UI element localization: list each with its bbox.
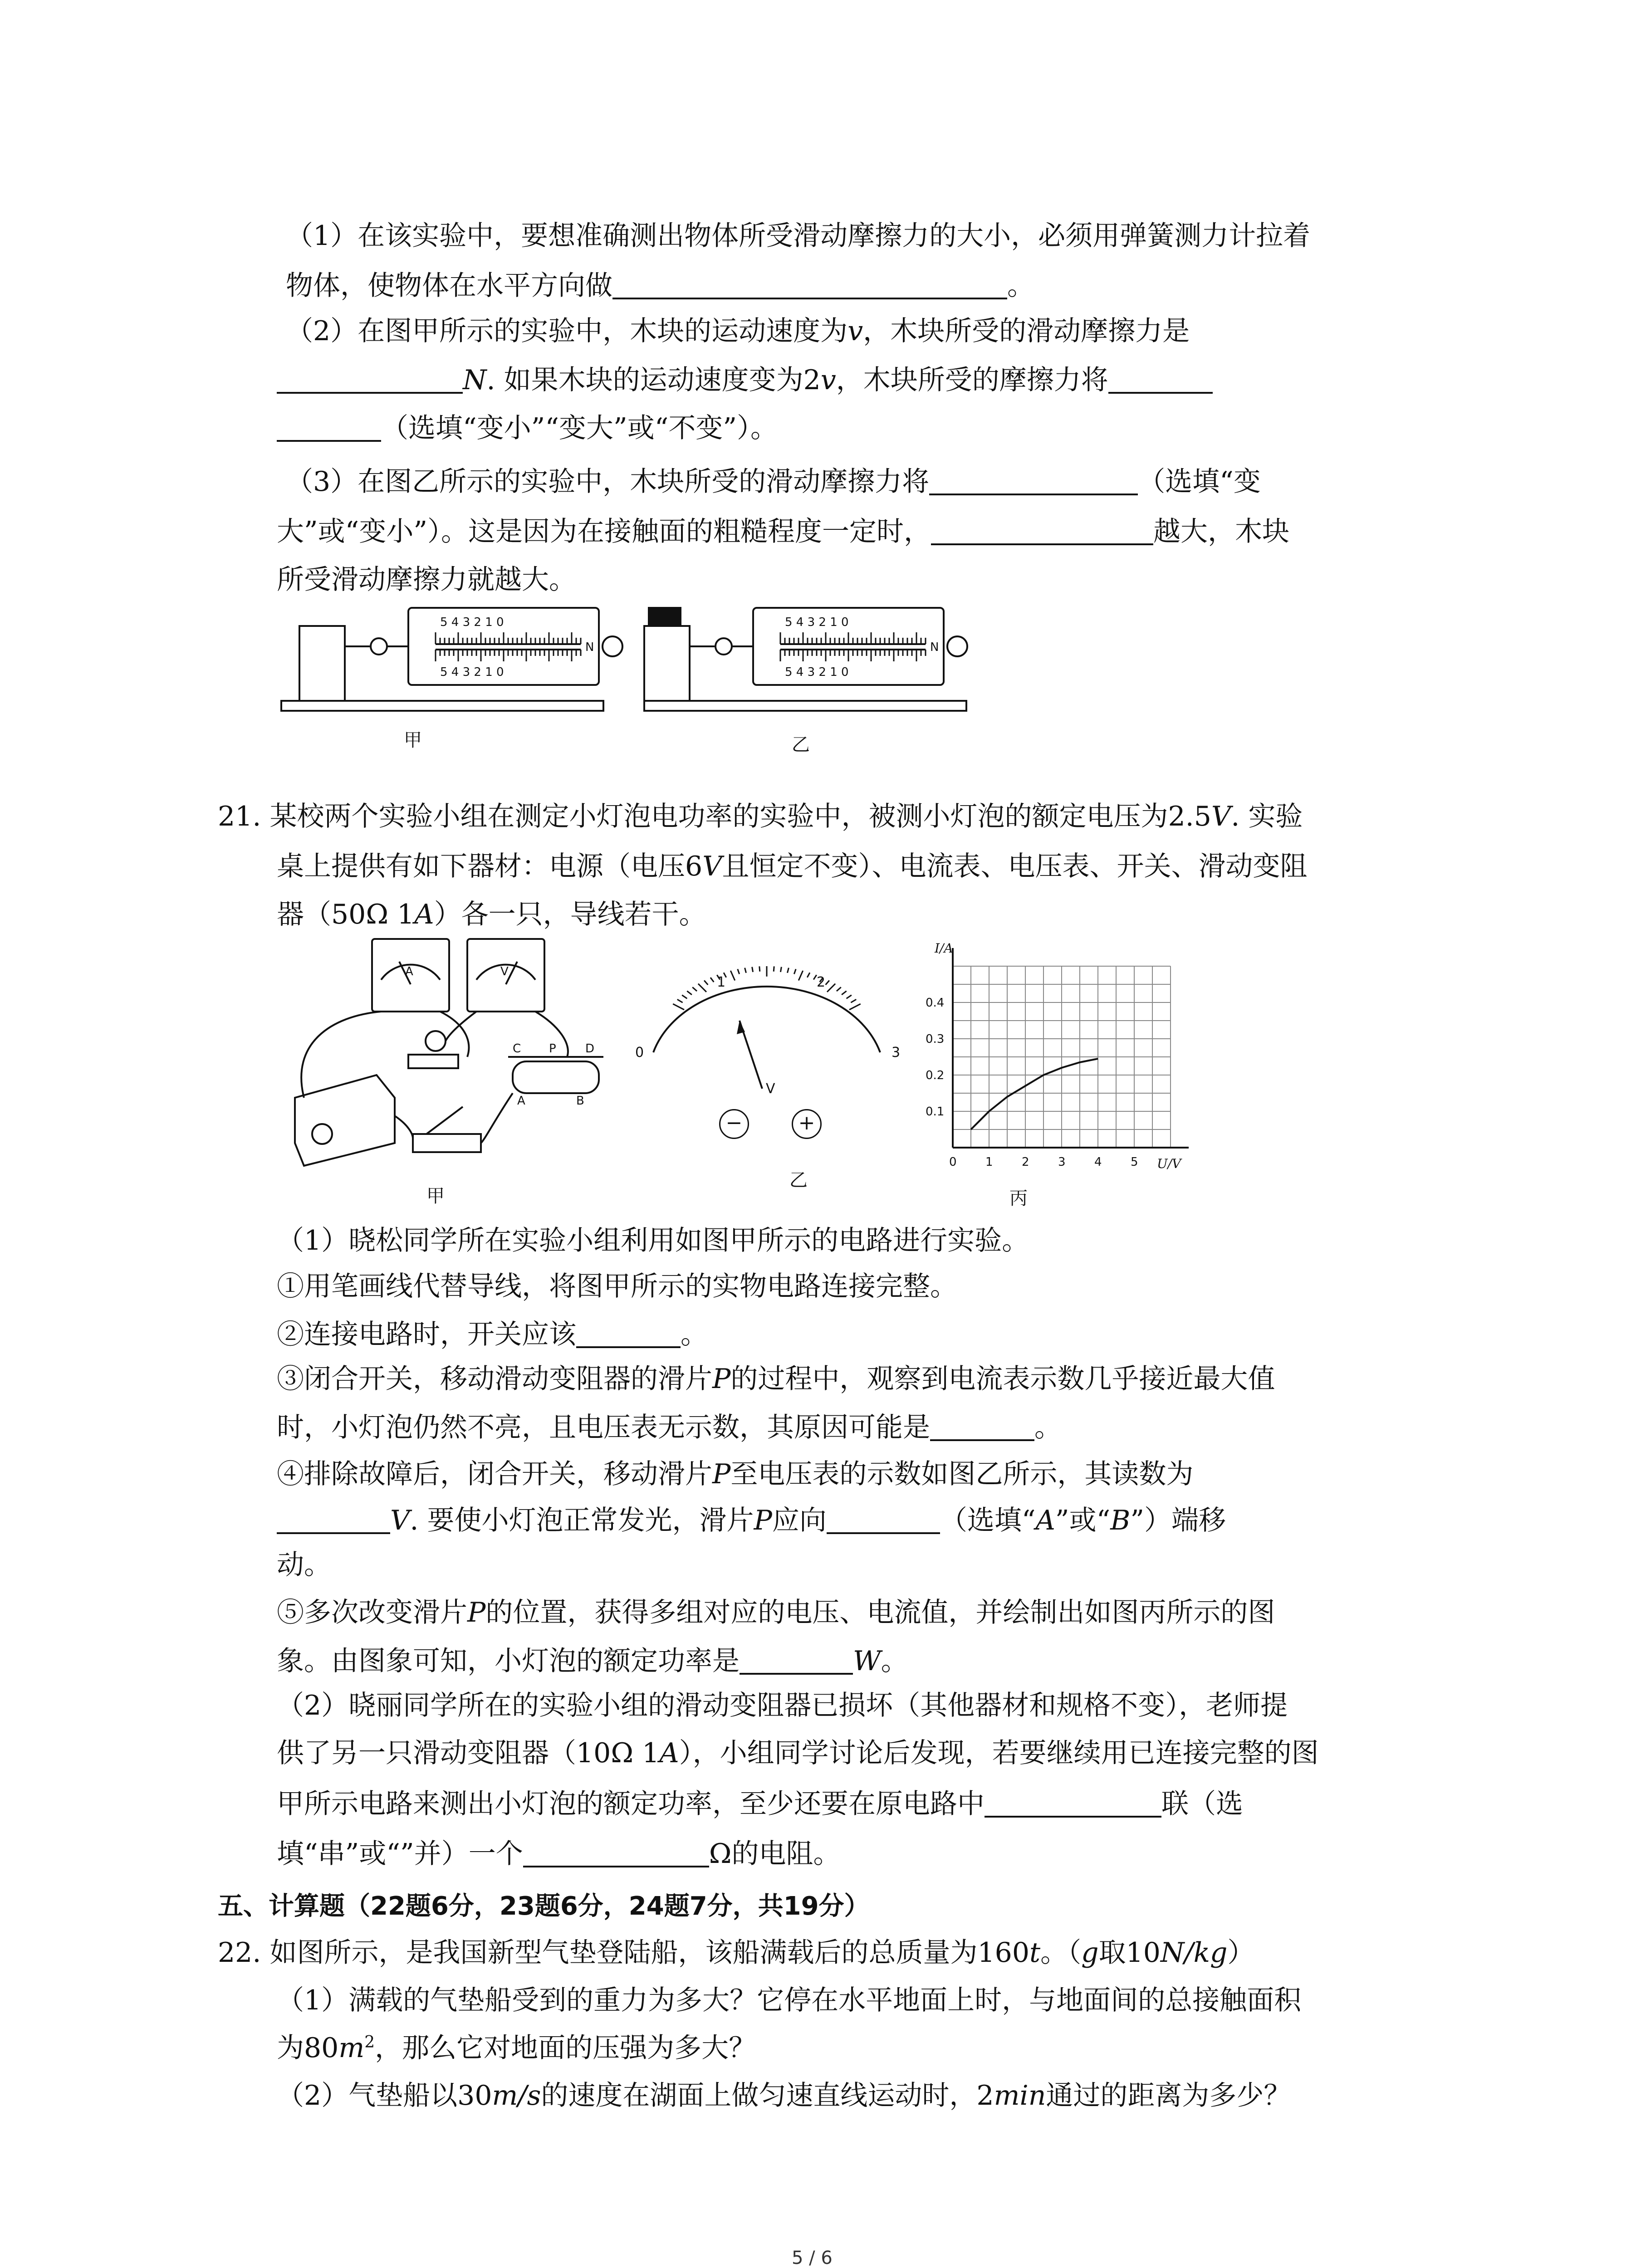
answer-blank[interactable] xyxy=(576,1320,681,1348)
rheostat xyxy=(513,1061,599,1093)
svg-text:5 4 3 2 1 0: 5 4 3 2 1 0 xyxy=(440,665,504,679)
dial-tick-3: 3 xyxy=(892,1045,901,1061)
x-tick-label: 4 xyxy=(1094,1155,1102,1169)
q21-s1-4c: 动。 xyxy=(277,1549,331,1581)
terminal-b-label: B xyxy=(576,1094,584,1108)
answer-blank[interactable] xyxy=(930,1413,1034,1441)
figure-label-jia: 甲 xyxy=(404,730,422,751)
q20-part3-line3: 所受滑动摩擦力就越大。 xyxy=(277,564,576,596)
svg-text:5 4 3 2 1 0: 5 4 3 2 1 0 xyxy=(440,616,504,629)
x-tick-label: 5 xyxy=(1131,1155,1138,1169)
answer-blank[interactable] xyxy=(277,414,381,442)
q21-s1-4a: ④排除故障后，闭合开关，移动滑片P至电压表的示数如图乙所示，其读数为 xyxy=(277,1458,1194,1490)
answer-blank[interactable] xyxy=(1108,366,1213,394)
y-tick-label: 0.2 xyxy=(926,1069,945,1082)
figure-label-bing: 丙 xyxy=(1009,1188,1028,1209)
svg-text:5 4 3 2 1 0: 5 4 3 2 1 0 xyxy=(785,616,849,629)
power-source xyxy=(295,1075,395,1166)
plus-terminal: + xyxy=(792,1109,822,1139)
q21-line3: 器（50Ω 1A）各一只，导线若干。 xyxy=(277,899,706,930)
terminal-a-label: A xyxy=(517,1094,525,1108)
q21-line1: 21. 某校两个实验小组在测定小灯泡电功率的实验中，被测小灯泡的额定电压为2.5V. 实验 xyxy=(218,801,1303,832)
terminal-c-label: C xyxy=(513,1042,521,1056)
q20-part1-line1: （1）在该实验中，要想准确测出物体所受滑动摩擦力的大小，必须用弹簧测力计拉着 xyxy=(286,220,1311,252)
dial-tick-0: 0 xyxy=(635,1045,644,1061)
figure-label-jia-circuit: 甲 xyxy=(426,1186,445,1207)
figure-label-yi-dial: 乙 xyxy=(789,1170,808,1191)
x-tick-label: 1 xyxy=(985,1155,993,1169)
circuit-diagram xyxy=(277,925,640,1179)
ammeter-label: A xyxy=(405,965,413,978)
q20-part2-line3: （选填“变小”“变大”或“不变”）。 xyxy=(277,414,778,442)
x-tick-label: 3 xyxy=(1058,1155,1066,1169)
wooden-block-yi xyxy=(644,626,690,701)
x-tick-label: 0 xyxy=(949,1155,957,1169)
terminal-d-label: D xyxy=(585,1042,595,1056)
q21-s2a: （2）晓丽同学所在的实验小组的滑动变阻器已损坏（其他器材和规格不变），老师提 xyxy=(277,1690,1288,1721)
y-tick-label: 0.4 xyxy=(926,996,945,1010)
q21-s2c: 甲所示电路来测出小灯泡的额定功率，至少还要在原电路中 联（选 xyxy=(277,1788,1243,1820)
answer-blank[interactable] xyxy=(740,1647,853,1675)
graph-x-label: U/V xyxy=(1157,1156,1181,1171)
q21-s1-5a: ⑤多次改变滑片P的位置，获得多组对应的电压、电流值，并绘制出如图丙所示的图 xyxy=(277,1597,1275,1628)
answer-blank[interactable] xyxy=(827,1506,940,1534)
q21-s1-3a: ③闭合开关，移动滑动变阻器的滑片P的过程中，观察到电流表示数几乎接近最大值 xyxy=(277,1363,1275,1395)
q22-line1: 22. 如图所示，是我国新型气垫登陆船，该船满载后的总质量为160t。（g取10N/kg） xyxy=(218,1937,1255,1969)
figure-label-yi: 乙 xyxy=(792,734,810,755)
q20-part3-line1: （3）在图乙所示的实验中，木块所受的滑动摩擦力将 （选填“变 xyxy=(286,466,1261,498)
q22-part1-line2: 为$80m^2$，那么它对地面的压强为多大？ xyxy=(277,2032,756,2064)
q21-s1: （1）晓松同学所在实验小组利用如图甲所示的电路进行实验。 xyxy=(277,1225,1029,1256)
q20-part2-line2: N. 如果木块的运动速度变为2v，木块所受的摩擦力将 xyxy=(277,366,1213,394)
voltmeter-label: V xyxy=(500,965,509,978)
answer-blank[interactable] xyxy=(931,517,1153,545)
minus-terminal: − xyxy=(719,1109,749,1139)
answer-blank[interactable] xyxy=(985,1789,1161,1818)
graph-y-label: I/A xyxy=(935,941,953,956)
answer-blank[interactable] xyxy=(523,1839,709,1867)
q22-part1-line1: （1）满载的气垫船受到的重力为多大？它停在水平地面上时，与地面间的总接触面积 xyxy=(277,1984,1302,2016)
svg-text:5 4 3 2 1 0: 5 4 3 2 1 0 xyxy=(785,665,849,679)
y-tick-label: 0.1 xyxy=(926,1105,945,1119)
wooden-block-jia xyxy=(299,626,345,701)
answer-blank[interactable] xyxy=(612,271,1007,299)
spring-scale-figure xyxy=(272,599,998,735)
q20-part1-line2: 物体，使物体在水平方向做 。 xyxy=(286,270,1034,302)
q22-part2: （2）气垫船以30m/s的速度在湖面上做匀速直线运动时，2min通过的距离为多少？ xyxy=(277,2080,1291,2112)
iu-graph xyxy=(921,934,1202,1179)
q21-s2b: 供了另一只滑动变阻器（10Ω 1A），小组同学讨论后发现，若要继续用已连接完整的图 xyxy=(277,1737,1319,1769)
page-number: 5 / 6 xyxy=(792,2248,833,2268)
q20-part2-line1: （2）在图甲所示的实验中，木块的运动速度为v，木块所受的滑动摩擦力是 xyxy=(286,315,1190,347)
table-surface-yi xyxy=(644,701,966,711)
answer-blank[interactable] xyxy=(929,467,1138,495)
q21-s1-2: ②连接电路时，开关应该 。 xyxy=(277,1319,708,1350)
q21-s1-5b: 象。由图象可知，小灯泡的额定功率是 W。 xyxy=(277,1645,908,1677)
table-surface-jia xyxy=(281,701,603,711)
q21-s1-3b: 时，小灯泡仍然不亮，且电压表无示数，其原因可能是 。 xyxy=(277,1412,1062,1443)
dial-tick-2: 2 xyxy=(817,974,826,990)
answer-blank[interactable] xyxy=(277,1506,390,1534)
slider-p-label: P xyxy=(549,1042,556,1056)
svg-text:N: N xyxy=(585,640,594,654)
q21-s2d: 填“串”或“”并）一个 Ω的电阻。 xyxy=(277,1838,841,1870)
switch xyxy=(413,1134,481,1152)
q21-line2: 桌上提供有如下器材：电源（电压6V且恒定不变）、电流表、电压表、开关、滑动变阻 xyxy=(277,850,1308,882)
answer-blank[interactable] xyxy=(277,366,463,394)
bulb xyxy=(426,1031,446,1051)
voltmeter-dial xyxy=(626,962,907,1098)
q21-s1-4b: V. 要使小灯泡正常发光，滑片P应向 （选填“A”或“B”）端移 xyxy=(277,1506,1226,1534)
weight-on-block xyxy=(649,608,681,626)
dial-unit-label: V xyxy=(766,1081,775,1097)
iu-curve xyxy=(971,1059,1098,1129)
dial-tick-1: 1 xyxy=(717,974,726,990)
q21-s1-1: ①用笔画线代替导线，将图甲所示的实物电路连接完整。 xyxy=(277,1271,957,1302)
y-tick-label: 0.3 xyxy=(926,1032,945,1046)
svg-text:N: N xyxy=(930,640,939,654)
q20-part3-line2: 大”或“变小”）。这是因为在接触面的粗糙程度一定时， 越大，木块 xyxy=(277,516,1290,547)
x-tick-label: 2 xyxy=(1022,1155,1029,1169)
section-five-heading: 五、计算题（22题6分，23题6分，24题7分，共19分） xyxy=(218,1892,870,1921)
